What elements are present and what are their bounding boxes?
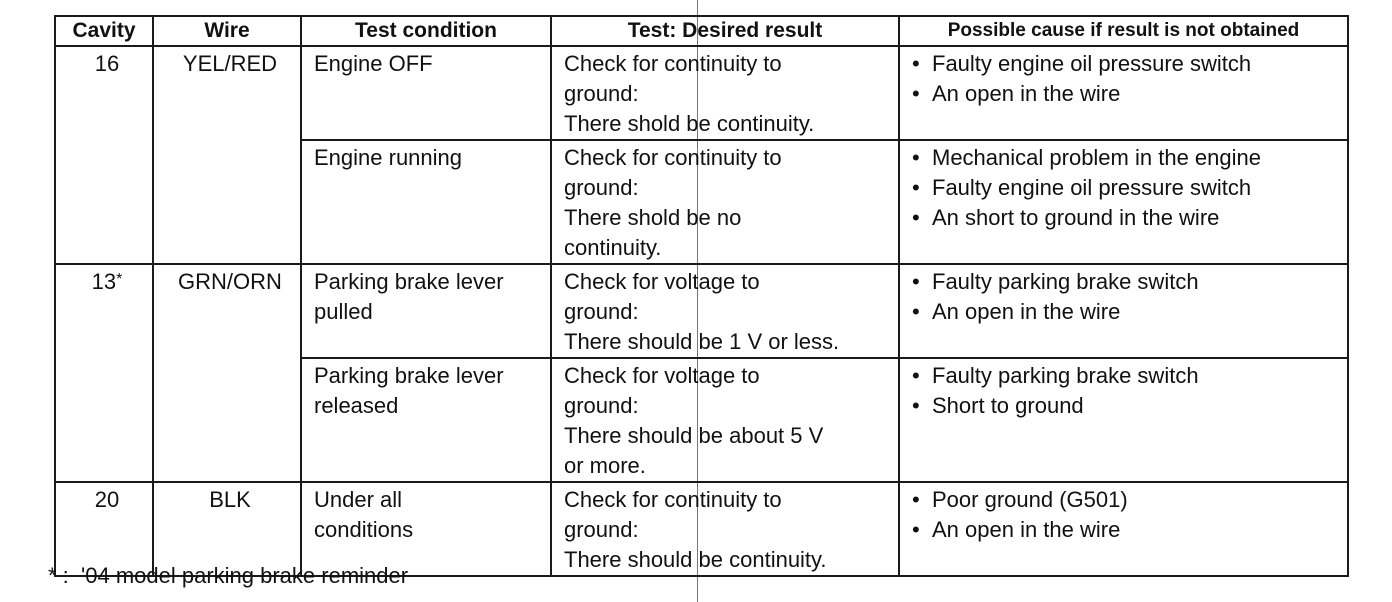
- header-cavity: Cavity: [55, 16, 153, 46]
- bullet-icon: •: [912, 175, 920, 200]
- cavity-cell: 16: [55, 46, 153, 264]
- result-line: ground:: [564, 393, 639, 418]
- cause-text: Faulty parking brake switch: [932, 269, 1199, 294]
- cause-text: Faulty parking brake switch: [932, 363, 1199, 388]
- result-cell: [551, 482, 899, 576]
- cause-cell: [899, 46, 1348, 140]
- cause-text: An open in the wire: [932, 81, 1121, 106]
- condition-cell: [301, 264, 551, 358]
- condition-cell: [301, 140, 551, 264]
- result-line: Check for voltage to: [564, 363, 760, 388]
- condition-cell: [301, 358, 551, 482]
- footnote-marker: *: [116, 271, 123, 288]
- cause-cell: [899, 358, 1348, 482]
- result-line: There shold be continuity.: [564, 111, 815, 136]
- condition-line: conditions: [314, 517, 414, 542]
- wire-cell: YEL/RED: [153, 46, 301, 264]
- condition-line: Engine running: [314, 145, 463, 170]
- cause-text: Mechanical problem in the engine: [932, 145, 1261, 170]
- cavity-cell: [55, 264, 153, 482]
- result-line: ground:: [564, 81, 639, 106]
- result-line: There shold be no: [564, 205, 742, 230]
- result-line: Check for continuity to: [564, 487, 782, 512]
- bullet-icon: •: [912, 517, 920, 542]
- bullet-icon: •: [912, 81, 920, 106]
- cause-text: An short to ground in the wire: [932, 205, 1220, 230]
- result-line: continuity.: [564, 235, 662, 260]
- bullet-icon: •: [912, 487, 920, 512]
- table-body: [55, 46, 1348, 576]
- cause-text: An open in the wire: [932, 299, 1121, 324]
- footnote-text: '04 model parking brake reminder: [81, 563, 409, 588]
- bullet-icon: •: [912, 51, 920, 76]
- cause-item: [912, 515, 1341, 545]
- condition-line: pulled: [314, 299, 373, 324]
- bullet-icon: •: [912, 269, 920, 294]
- cause-text: Faulty engine oil pressure switch: [932, 175, 1252, 200]
- cause-item: [912, 267, 1341, 297]
- result-cell: [551, 264, 899, 358]
- cause-item: [912, 173, 1341, 203]
- condition-line: Under all: [314, 487, 403, 512]
- result-cell: [551, 358, 899, 482]
- result-line: There should be about 5 V: [564, 423, 824, 448]
- wire-cell: BLK: [153, 482, 301, 576]
- condition-cell: [301, 46, 551, 140]
- cause-text: Short to ground: [932, 393, 1084, 418]
- header-test-condition: Test condition: [301, 16, 551, 46]
- cause-item: [912, 49, 1341, 79]
- cause-item: [912, 297, 1341, 327]
- bullet-icon: •: [912, 299, 920, 324]
- cavity-cell: 20: [55, 482, 153, 576]
- bullet-icon: •: [912, 145, 920, 170]
- table-row: [55, 46, 1348, 140]
- cause-item: [912, 203, 1341, 233]
- result-line: There should be continuity.: [564, 547, 827, 572]
- cause-item: [912, 143, 1341, 173]
- result-line: ground:: [564, 175, 639, 200]
- header-desired-result: Test: Desired result: [551, 16, 899, 46]
- result-line: There should be 1 V or less.: [564, 329, 840, 354]
- cause-text: Faulty engine oil pressure switch: [932, 51, 1252, 76]
- bullet-icon: •: [912, 363, 920, 388]
- result-line: Check for continuity to: [564, 145, 782, 170]
- header-possible-cause: Possible cause if result is not obtained: [899, 16, 1348, 46]
- wire-cell: GRN/ORN: [153, 264, 301, 482]
- table-header-row: [55, 16, 1348, 46]
- result-line: ground:: [564, 517, 639, 542]
- table-row: [55, 264, 1348, 358]
- result-line: ground:: [564, 299, 639, 324]
- cavity-number: 13: [91, 269, 117, 294]
- footnote-marker: * :: [48, 563, 69, 588]
- condition-line: released: [314, 393, 399, 418]
- cause-item: [912, 361, 1341, 391]
- result-line: or more.: [564, 453, 646, 478]
- result-line: Check for voltage to: [564, 269, 760, 294]
- cause-item: [912, 79, 1341, 109]
- bullet-icon: •: [912, 205, 920, 230]
- cause-cell: [899, 482, 1348, 576]
- cause-cell: [899, 140, 1348, 264]
- header-wire: Wire: [153, 16, 301, 46]
- result-cell: [551, 46, 899, 140]
- condition-line: Parking brake lever: [314, 363, 504, 388]
- condition-line: Parking brake lever: [314, 269, 504, 294]
- result-line: Check for continuity to: [564, 51, 782, 76]
- cause-cell: [899, 264, 1348, 358]
- cause-text: An open in the wire: [932, 517, 1121, 542]
- bullet-icon: •: [912, 393, 920, 418]
- cause-item: [912, 391, 1341, 421]
- cause-text: Poor ground (G501): [932, 487, 1128, 512]
- condition-line: Engine OFF: [314, 51, 433, 76]
- result-cell: [551, 140, 899, 264]
- wire-test-table: [54, 15, 1349, 577]
- cause-item: [912, 485, 1341, 515]
- footnote: [48, 562, 408, 590]
